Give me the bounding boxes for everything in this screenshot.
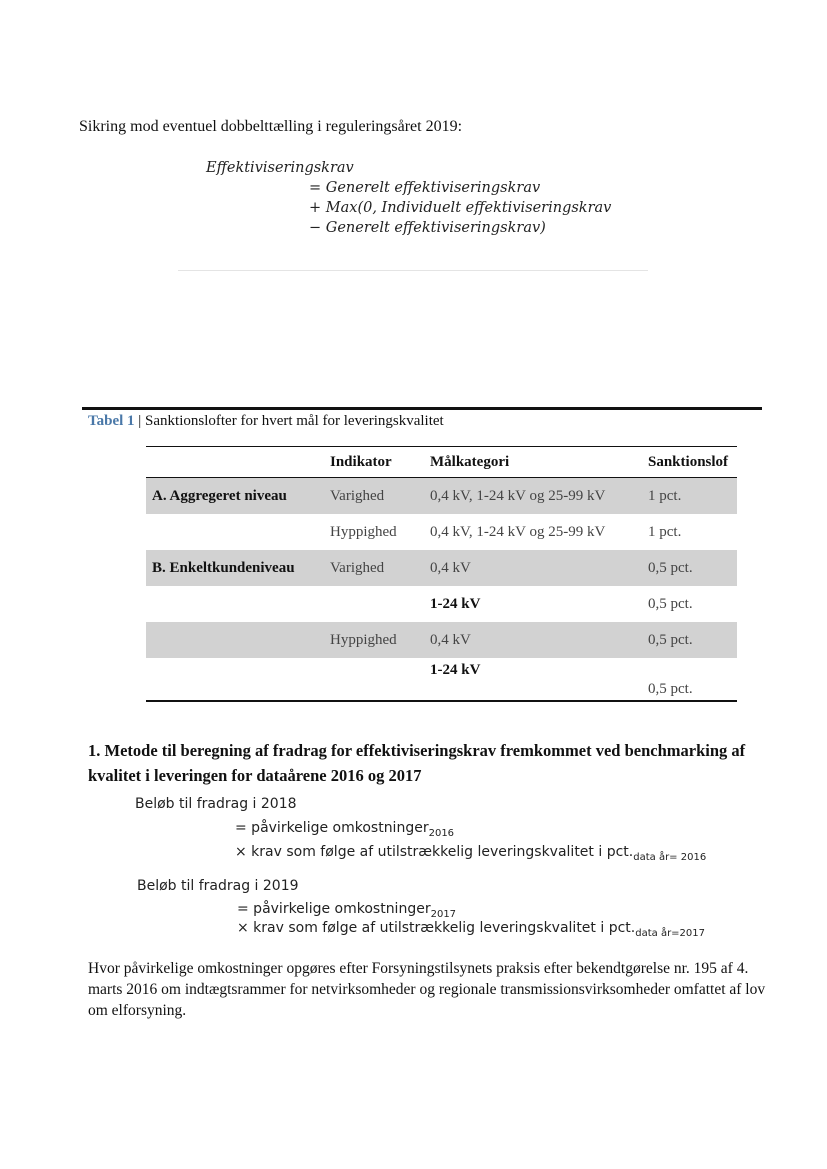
table-header-cell: Målkategori — [424, 447, 642, 478]
table-cell: 1 pct. — [642, 478, 737, 515]
intro-text: Sikring mod eventuel dobbelttælling i reguleringsåret 2019: — [79, 118, 463, 135]
table-cell — [146, 586, 324, 622]
table-caption-label: Tabel 1 — [88, 413, 135, 429]
table-cell — [146, 622, 324, 658]
table-row — [146, 622, 737, 658]
table-cell: Hyppighed — [324, 622, 424, 658]
table-row — [146, 478, 737, 515]
table-caption — [88, 413, 444, 430]
table-row — [146, 514, 737, 550]
formula-2018-subscript: data år= 2016 — [633, 851, 707, 863]
table-cell: 0,5 pct. — [642, 658, 737, 701]
table-cell — [324, 586, 424, 622]
formula-max-arguments: (0, Individuelt effektiviseringskrav — [357, 200, 612, 216]
formula-2018-line-2 — [235, 844, 706, 863]
table-cell: 1 pct. — [648, 523, 682, 540]
table-header-cell: Indikator — [324, 447, 424, 478]
table-top-rule — [82, 407, 762, 410]
sanction-table — [146, 446, 737, 702]
formula-max-function: Max — [325, 200, 358, 216]
table-header-row — [146, 447, 737, 478]
formula-2018-lhs: Beløb til fradrag i 2018 — [135, 796, 297, 812]
formula-operator: + — [309, 200, 326, 216]
table-cell: 0,4 kV, 1-24 kV og 25-99 kV — [424, 478, 642, 515]
table-cell: Varighed — [324, 550, 424, 586]
formula-2019-lhs: Beløb til fradrag i 2019 — [137, 878, 299, 894]
table-row — [146, 658, 737, 701]
formula-2019-text: = påvirkelige omkostninger — [237, 901, 431, 917]
table-cell: A. Aggregeret niveau — [146, 478, 324, 515]
table-cell: 1-24 kV — [430, 595, 481, 612]
table-cell: 0,5 pct. — [648, 595, 693, 612]
table-cell: 0,4 kV — [424, 622, 642, 658]
table-row — [146, 586, 737, 622]
formula-2018-line-1 — [235, 820, 454, 839]
table-caption-text: | Sanktionslofter for hvert mål for leveringskvalitet — [134, 413, 444, 429]
divider — [178, 270, 648, 271]
formula-2019-subscript: 2017 — [430, 908, 457, 920]
table-cell: 0,5 pct. — [642, 622, 737, 658]
formula-2019-line-2 — [237, 920, 705, 939]
table-row — [146, 550, 737, 586]
formula-line-3: − Generelt effektiviseringskrav) — [309, 220, 546, 236]
formula-line-2 — [309, 200, 611, 216]
table-cell: 0,4 kV — [424, 550, 642, 586]
formula-2019-text: × krav som følge af utilstrækkelig leveringskvalitet i pct. — [237, 920, 636, 936]
table-cell: Varighed — [324, 478, 424, 515]
table-cell: Hyppighed — [330, 523, 397, 540]
formula-2019-subscript: data år=2017 — [635, 927, 706, 939]
formula-2018-subscript: 2016 — [428, 827, 455, 839]
formula-2018-text: = påvirkelige omkostninger — [235, 820, 429, 836]
formula-lhs: Effektiviseringskrav — [206, 160, 354, 176]
table-cell: B. Enkeltkundeniveau — [146, 550, 324, 586]
table-cell: 0,4 kV, 1-24 kV og 25-99 kV — [430, 523, 606, 540]
table-cell — [324, 658, 424, 701]
formula-2019-line-1 — [237, 901, 456, 920]
table-cell: 0,5 pct. — [642, 550, 737, 586]
formula-2018-text: × krav som følge af utilstrækkelig leveringskvalitet i pct. — [235, 844, 634, 860]
formula-line-1: = Generelt effektiviseringskrav — [309, 180, 541, 196]
table-header-cell — [146, 447, 324, 478]
table-header-cell: Sanktionslof — [642, 447, 737, 478]
table-cell — [146, 514, 324, 550]
section-heading: 1. Metode til beregning af fradrag for effektiviseringskrav fremkommet ved benchmarking af kvalitet i leveringen for dataårene 2016 og 2017 — [88, 741, 746, 785]
body-paragraph: Hvor påvirkelige omkostninger opgøres efter Forsyningstilsynets praksis efter bekendtgørelse nr. 195 af 4. marts 2016 om indtægtsrammer for netvirksomheder og regionale transmissionsvirksomheder omfattet af lov om elforsyning. — [88, 960, 766, 1019]
table-cell: 1-24 kV — [424, 658, 642, 701]
table-cell — [146, 658, 324, 701]
